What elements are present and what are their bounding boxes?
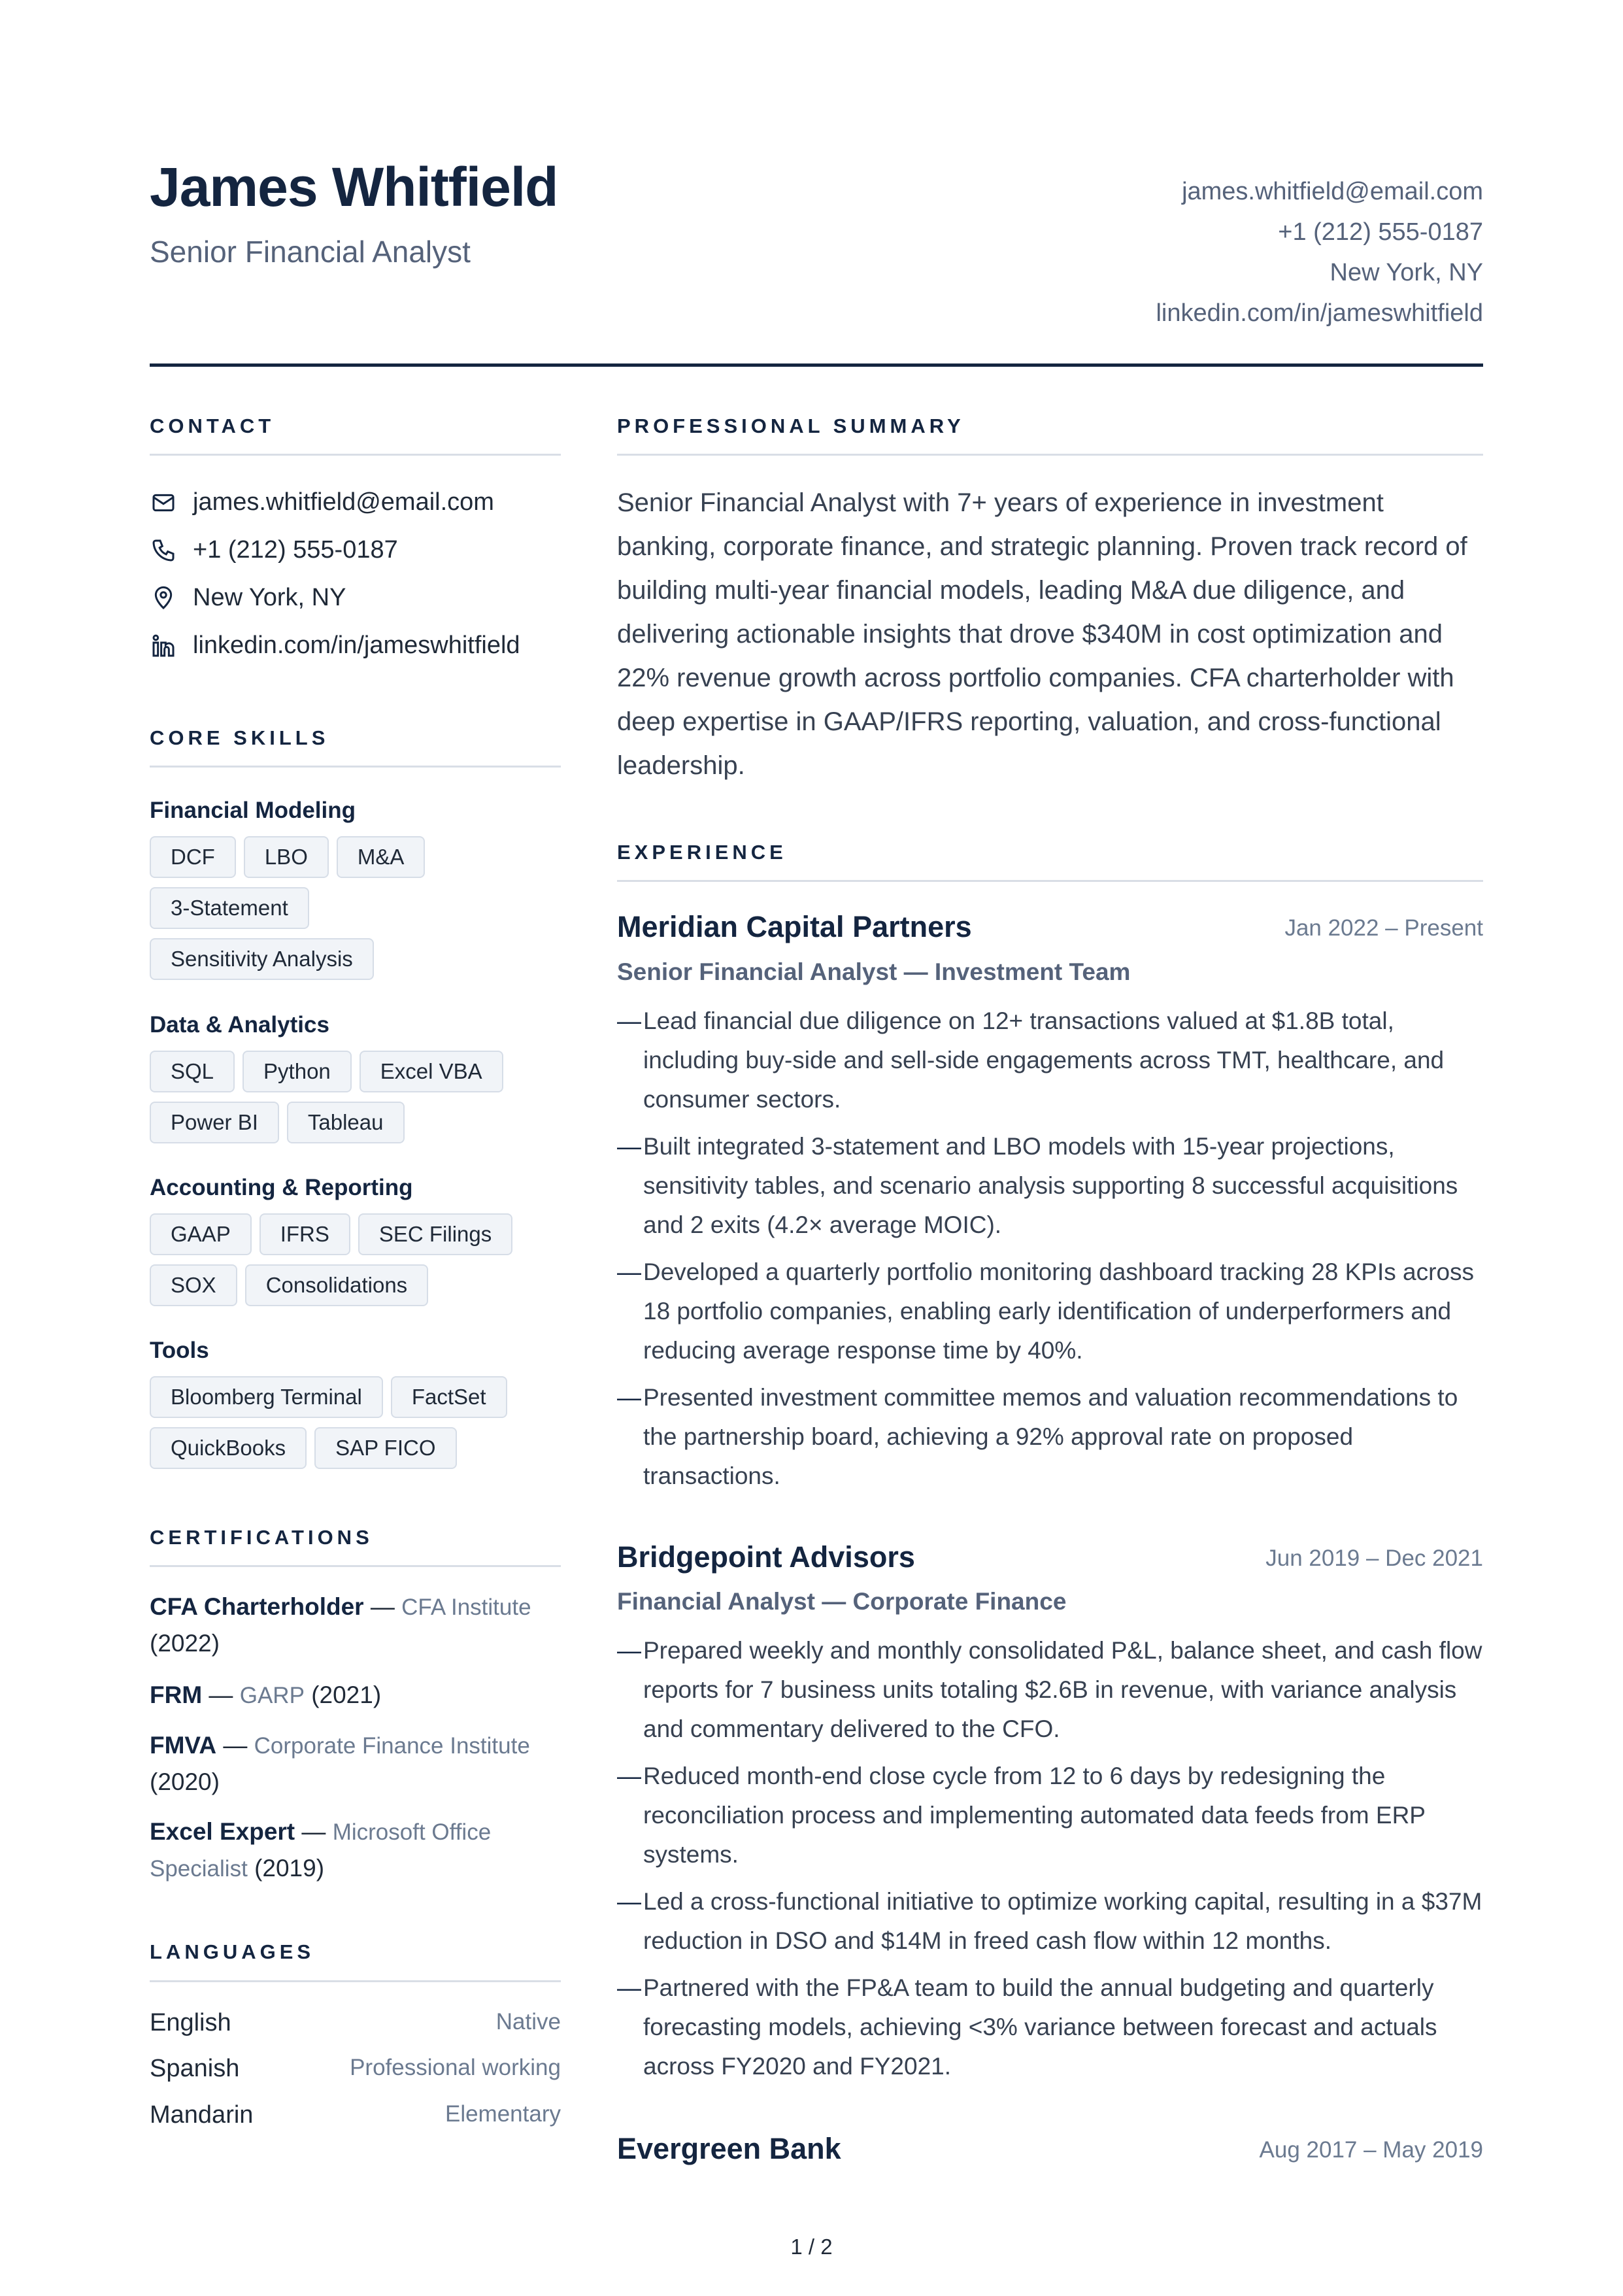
cert-issuer: Corporate Finance Institute xyxy=(254,1733,530,1759)
job-title: Senior Financial Analyst — Investment Team xyxy=(617,958,1131,985)
cert-year: (2019) xyxy=(254,1855,325,1882)
cert-sep: — xyxy=(202,1681,240,1708)
job-dates: Jan 2022 – Present xyxy=(1284,915,1483,941)
mail-icon xyxy=(150,489,177,516)
candidate-role: Senior Financial Analyst xyxy=(150,235,471,269)
skill-chips xyxy=(150,1376,561,1469)
language-level: Elementary xyxy=(444,2101,561,2127)
contact-linkedin-row[interactable] xyxy=(150,622,561,669)
experience-heading: EXPERIENCE xyxy=(617,841,787,864)
skill-chip: IFRS xyxy=(259,1213,350,1255)
candidate-name: James Whitfield xyxy=(150,156,558,218)
header-linkedin[interactable]: linkedin.com/in/jameswhitfield xyxy=(1156,299,1483,327)
contact-location-row xyxy=(150,574,561,622)
skill-chips xyxy=(150,1051,561,1143)
skill-chip: DCF xyxy=(150,836,236,878)
certification-item xyxy=(150,1677,561,1714)
page-number: 1 / 2 xyxy=(790,2235,833,2259)
contact-email: james.whitfield@email.com xyxy=(193,488,494,516)
job-bullet: — Prepared weekly and monthly consolidated P&L, balance sheet, and cash flow reports for 7 business units totaling $2.6B in revenue, with variance analysis and commentary delivered to the CFO. xyxy=(617,1637,1482,1742)
cert-year: (2020) xyxy=(150,1768,220,1795)
job-bullets xyxy=(617,1631,1483,2094)
cert-name: CFA Charterholder xyxy=(150,1593,364,1620)
skill-chip: LBO xyxy=(244,836,329,878)
skill-group-title: Data & Analytics xyxy=(150,1012,329,1038)
skill-chip: Tableau xyxy=(287,1102,405,1143)
skills-heading: CORE SKILLS xyxy=(150,726,329,749)
languages-heading: LANGUAGES xyxy=(150,1940,315,1963)
cert-name: FRM xyxy=(150,1681,203,1708)
job-bullet: — Partnered with the FP&A team to build the annual budgeting and quarterly forecasting models, achieving <3% variance between forecast and actuals across FY2020 and FY2021. xyxy=(617,1974,1437,2080)
job-bullet: — Led a cross-functional initiative to optimize working capital, resulting in a $37M reduction in DSO and $14M in freed cash flow within 12 months. xyxy=(617,1888,1482,1954)
skill-chip: SAP FICO xyxy=(314,1427,456,1469)
languages-rule xyxy=(150,1980,561,1982)
cert-sep: — xyxy=(216,1732,254,1759)
job-bullets xyxy=(617,1002,1483,1504)
cert-year: (2021) xyxy=(311,1681,382,1708)
skill-group-tools xyxy=(150,1339,561,1469)
language-name: Mandarin xyxy=(150,2101,254,2129)
cert-year: (2022) xyxy=(150,1630,220,1657)
skill-chip: 3-Statement xyxy=(150,887,309,929)
cert-sep: — xyxy=(363,1593,402,1620)
language-row xyxy=(150,2010,561,2035)
job-dates: Jun 2019 – Dec 2021 xyxy=(1265,1545,1483,1571)
language-name: Spanish xyxy=(150,2055,240,2082)
skills-rule xyxy=(150,766,561,768)
header-divider xyxy=(150,363,1483,367)
summary-text: Senior Financial Analyst with 7+ years of experience in investment banking, corporate finance, and strategic planning. Proven track record of building multi-year financial models, leading M&A due diligence, and delivering actionable insights that drove $340M in cost optimization and 22% revenue growth across portfolio companies. CFA charterholder with deep expertise in GAAP/IFRS reporting, valuation, and cross-functional leadership. xyxy=(617,488,1467,780)
skill-chip: Python xyxy=(243,1051,352,1092)
skill-chip: SEC Filings xyxy=(358,1213,512,1255)
skill-chip: Bloomberg Terminal xyxy=(150,1376,383,1418)
contact-location: New York, NY xyxy=(193,584,346,611)
job-bullet: — Lead financial due diligence on 12+ transactions valued at $1.8B total, including buy-side and sell-side engagements across TMT, healthcare, and consumer sectors. xyxy=(617,1007,1445,1113)
job-bullet: — Presented investment committee memos and valuation recommendations to the partnership board, achieving a 92% approval rate on proposed transactions. xyxy=(617,1384,1458,1489)
skill-chip: M&A xyxy=(337,836,426,878)
header-location: New York, NY xyxy=(1330,259,1483,286)
job-bullet: — Reduced month-end close cycle from 12 to 6 days by redesigning the reconciliation process and implementing automated data feeds from ERP systems. xyxy=(617,1763,1426,1868)
certification-item xyxy=(150,1589,561,1661)
job-bullet: — Developed a quarterly portfolio monitoring dashboard tracking 28 KPIs across 18 portfolio companies, enabling early identification of underperformers and reducing average response time by 40%. xyxy=(617,1258,1475,1364)
cert-name: Excel Expert xyxy=(150,1818,295,1845)
skill-chip: Consolidations xyxy=(245,1264,428,1306)
cert-issuer: CFA Institute xyxy=(401,1595,531,1620)
certification-item xyxy=(150,1727,561,1800)
certifications-rule xyxy=(150,1565,561,1567)
cert-issuer: GARP xyxy=(239,1683,305,1708)
phone-icon xyxy=(150,537,177,564)
contact-email-row[interactable] xyxy=(150,479,561,526)
skill-group-financial-modeling xyxy=(150,799,561,980)
skill-chip: GAAP xyxy=(150,1213,252,1255)
certification-item xyxy=(150,1814,561,1887)
linkedin-icon xyxy=(150,632,177,660)
skill-chip: QuickBooks xyxy=(150,1427,307,1469)
header-phone[interactable]: +1 (212) 555-0187 xyxy=(1278,218,1483,246)
skill-group-data-analytics xyxy=(150,1013,561,1143)
cert-issuer: Microsoft Office Specialist xyxy=(150,1819,492,1882)
skill-group-title: Tools xyxy=(150,1338,209,1363)
summary-rule xyxy=(617,454,1483,456)
experience-rule xyxy=(617,880,1483,882)
language-row xyxy=(150,2102,561,2127)
certifications-heading: CERTIFICATIONS xyxy=(150,1526,373,1549)
language-level: Professional working xyxy=(350,2055,561,2080)
job-dates: Aug 2017 – May 2019 xyxy=(1259,2137,1483,2163)
job-company: Bridgepoint Advisors xyxy=(617,1540,915,1574)
location-pin-icon xyxy=(150,584,177,612)
contact-phone-row[interactable] xyxy=(150,526,561,574)
skill-group-accounting-reporting xyxy=(150,1176,561,1306)
skill-chips xyxy=(150,836,561,980)
job-company: Evergreen Bank xyxy=(617,2132,841,2165)
contact-rule xyxy=(150,454,561,456)
header-contact xyxy=(1156,171,1483,333)
job-company: Meridian Capital Partners xyxy=(617,910,972,943)
language-name: English xyxy=(150,2009,231,2036)
skill-group-title: Financial Modeling xyxy=(150,798,356,823)
skill-chip: SOX xyxy=(150,1264,237,1306)
skill-chip: FactSet xyxy=(391,1376,507,1418)
contact-phone: +1 (212) 555-0187 xyxy=(193,536,398,564)
skill-chip: Power BI xyxy=(150,1102,279,1143)
skill-group-title: Accounting & Reporting xyxy=(150,1175,413,1200)
skill-chip: Sensitivity Analysis xyxy=(150,938,374,980)
header-email[interactable]: james.whitfield@email.com xyxy=(1182,178,1483,205)
contact-linkedin: linkedin.com/in/jameswhitfield xyxy=(193,632,520,659)
skill-chip: SQL xyxy=(150,1051,235,1092)
job-bullet: — Built integrated 3-statement and LBO models with 15-year projections, sensitivity tables, and scenario analysis supporting 8 successful acquisitions and 2 exits (4.2× average MOIC). xyxy=(617,1133,1458,1238)
language-level: Native xyxy=(495,2009,561,2034)
contact-heading: CONTACT xyxy=(150,414,275,437)
cert-name: FMVA xyxy=(150,1732,217,1759)
language-row xyxy=(150,2056,561,2081)
skill-chips xyxy=(150,1213,561,1306)
summary-heading: PROFESSIONAL SUMMARY xyxy=(617,414,965,437)
job-title: Financial Analyst — Corporate Finance xyxy=(617,1588,1067,1615)
contact-list xyxy=(150,479,561,669)
cert-sep: — xyxy=(295,1818,333,1845)
skill-chip: Excel VBA xyxy=(360,1051,503,1092)
